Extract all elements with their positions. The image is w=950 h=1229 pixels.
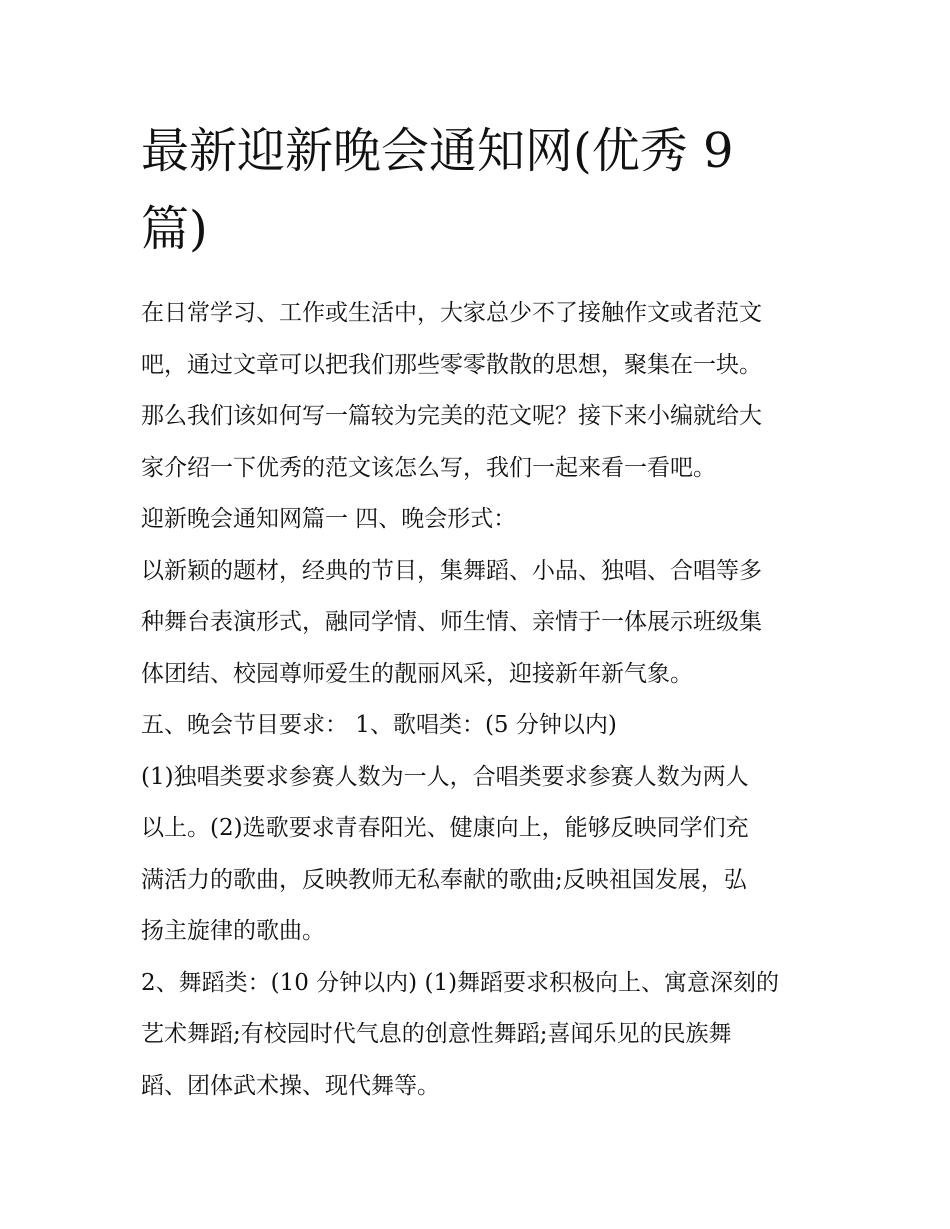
body-line: 以上。(2)选歌要求青春阳光、健康向上，能够反映同学们充 (141, 815, 749, 841)
body-line: 家介绍一下优秀的范文该怎么写，我们一起来看一看吧。 (141, 454, 716, 481)
body-line: 吧，通过文章可以把我们那些零零散散的思想，聚集在一块。 (141, 351, 762, 378)
body-line: 扬主旋律的歌曲。 (141, 918, 325, 944)
body-line: 艺术舞蹈;有校园时代气息的创意性舞蹈;喜闻乐见的民族舞 (141, 1021, 732, 1047)
document-page (141, 112, 821, 1112)
body-line: 蹈、团体武术操、现代舞等。 (141, 1072, 440, 1099)
section-heading: 迎新晚会通知网篇一 四、晚会形式： (141, 506, 517, 532)
body-line: (1)独唱类要求参赛人数为一人，合唱类要求参赛人数为两人 (141, 763, 749, 790)
body-line: 以新颖的题材，经典的节目，集舞蹈、小品、独唱、合唱等多 (141, 557, 762, 584)
body-line: 那么我们该如何写一篇较为完美的范文呢？接下来小编就给大 (141, 403, 762, 429)
body-line: 在日常学习、工作或生活中，大家总少不了接触作文或者范文 (141, 300, 762, 326)
body-line: 体团结、校园尊师爱生的靓丽风采，迎接新年新气象。 (141, 660, 693, 687)
document-title (141, 112, 821, 268)
title-line: 最新迎新晚会通知网(优秀 9 (141, 123, 734, 179)
body-line: 满活力的歌曲，反映教师无私奉献的歌曲;反映祖国发展，弘 (141, 866, 747, 893)
title-line: 篇) (141, 201, 208, 257)
section-heading: 五、晚会节目要求： 1、歌唱类：(5 分钟以内) (141, 712, 617, 738)
body-line: 种舞台表演形式，融同学情、师生情、亲情于一体展示班级集 (141, 609, 762, 635)
document-body (141, 288, 821, 1112)
body-line: 2、舞蹈类：(10 分钟以内) (1)舞蹈要求积极向上、寓意深刻的 (141, 969, 780, 996)
